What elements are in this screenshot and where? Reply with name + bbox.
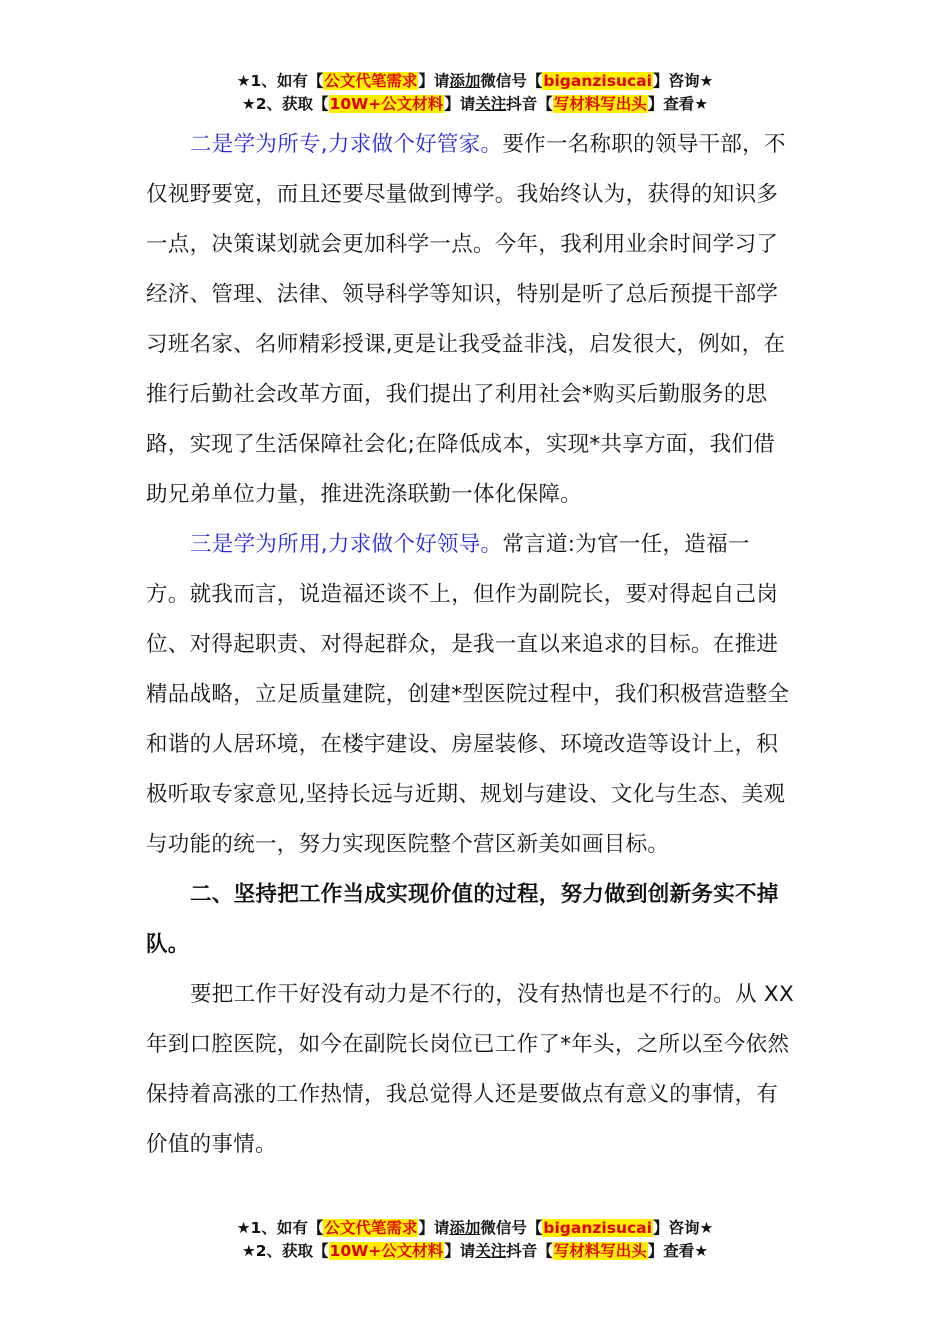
highlight-douyin-id: 写材料写出头 [553, 1242, 647, 1260]
banner-text: 】请 [444, 95, 476, 113]
banner-text: ★2、获取【 [241, 95, 329, 113]
paragraph-study-apply [146, 520, 806, 870]
banner-line-2 [0, 93, 950, 116]
promo-banner-top [0, 70, 950, 116]
line-text: 要作一名称职的领导干部，不 [502, 132, 786, 157]
text-line: 与功能的统一，努力实现医院整个营区新美如画目标。 [146, 832, 670, 857]
highlight-douyin-id: 写材料写出头 [553, 95, 647, 113]
text-line [146, 520, 806, 570]
banner-text: 】请 [418, 1219, 450, 1237]
text-line: 推行后勤社会改革方面，我们提出了利用社会*购买后勤服务的思 [146, 382, 768, 407]
banner-text: ★2、获取【 [241, 1242, 329, 1260]
banner-emphasis: 添加 [449, 1219, 481, 1237]
section-heading [146, 870, 806, 970]
promo-banner-bottom [0, 1217, 950, 1263]
paragraph-work-passion [146, 970, 806, 1170]
text-line: 方。就我而言，说造福还谈不上，但作为副院长，要对得起自己岗 [146, 582, 779, 607]
text-line: 年到口腔医院，如今在副院长岗位已工作了*年头，之所以至今依然 [146, 1032, 790, 1057]
banner-emphasis: 关注 [475, 95, 507, 113]
text-line: 价值的事情。 [146, 1132, 277, 1157]
text-line: 习班名家、名师精彩授课,更是让我受益非浅，启发很大，例如，在 [146, 332, 786, 357]
highlight-wechat-id: biganzisucai [543, 1219, 652, 1237]
paragraph-study-specialize [146, 120, 806, 520]
text-line: 极听取专家意见,坚持长远与近期、规划与建设、文化与生态、美观 [146, 782, 786, 807]
text-line: 一点，决策谋划就会更加科学一点。今年，我利用业余时间学习了 [146, 232, 779, 257]
text-line [146, 120, 806, 170]
banner-emphasis: 添加 [449, 72, 481, 90]
banner-text: 抖音【 [506, 95, 553, 113]
banner-text: 】查看★ [647, 1242, 709, 1260]
text-line: 保持着高涨的工作热情，我总觉得人还是要做点有意义的事情，有 [146, 1082, 779, 1107]
text-line: 位、对得起职责、对得起群众，是我一直以来追求的目标。在推进 [146, 632, 779, 657]
banner-text: 】请 [418, 72, 450, 90]
text-line: 要把工作干好没有动力是不行的，没有热情也是不行的。从 XX [190, 982, 794, 1007]
highlight-materials: 10W+公文材料 [329, 1242, 444, 1260]
banner-text: 微信号【 [480, 1219, 543, 1237]
banner-text: 抖音【 [506, 1242, 553, 1260]
banner-line-1 [0, 1217, 950, 1240]
banner-text: ★1、如有【 [236, 1219, 324, 1237]
highlight-service: 公文代笔需求 [324, 72, 418, 90]
banner-text: 】请 [444, 1242, 476, 1260]
paragraph-lead: 二是学为所专,力求做个好管家。 [190, 132, 503, 157]
highlight-service: 公文代笔需求 [324, 1219, 418, 1237]
highlight-materials: 10W+公文材料 [329, 95, 444, 113]
text-line: 和谐的人居环境，在楼宇建设、房屋装修、环境改造等设计上，积 [146, 732, 779, 757]
heading-line: 队。 [146, 932, 190, 957]
banner-text: 】咨询★ [652, 72, 714, 90]
text-line: 仅视野要宽，而且还要尽量做到博学。我始终认为，获得的知识多 [146, 182, 779, 207]
banner-text: 】咨询★ [652, 1219, 714, 1237]
banner-line-1 [0, 70, 950, 93]
banner-emphasis: 关注 [475, 1242, 507, 1260]
banner-text: 】查看★ [647, 95, 709, 113]
text-line: 精品战略，立足质量建院，创建*型医院过程中，我们积极营造整全 [146, 682, 790, 707]
banner-text: ★1、如有【 [236, 72, 324, 90]
line-text: 常言道:为官一任，造福一 [502, 532, 750, 557]
document-body [146, 120, 806, 1170]
paragraph-lead: 三是学为所用,力求做个好领导。 [190, 532, 503, 557]
highlight-wechat-id: biganzisucai [543, 72, 652, 90]
banner-line-2 [0, 1240, 950, 1263]
text-line: 路，实现了生活保障社会化;在降低成本，实现*共享方面，我们借 [146, 432, 775, 457]
text-line: 经济、管理、法律、领导科学等知识，特别是听了总后预提干部学 [146, 282, 779, 307]
banner-text: 微信号【 [480, 72, 543, 90]
text-line: 助兄弟单位力量，推进洗涤联勤一体化保障。 [146, 482, 583, 507]
heading-line: 二、坚持把工作当成实现价值的过程，努力做到创新务实不掉 [190, 882, 779, 907]
